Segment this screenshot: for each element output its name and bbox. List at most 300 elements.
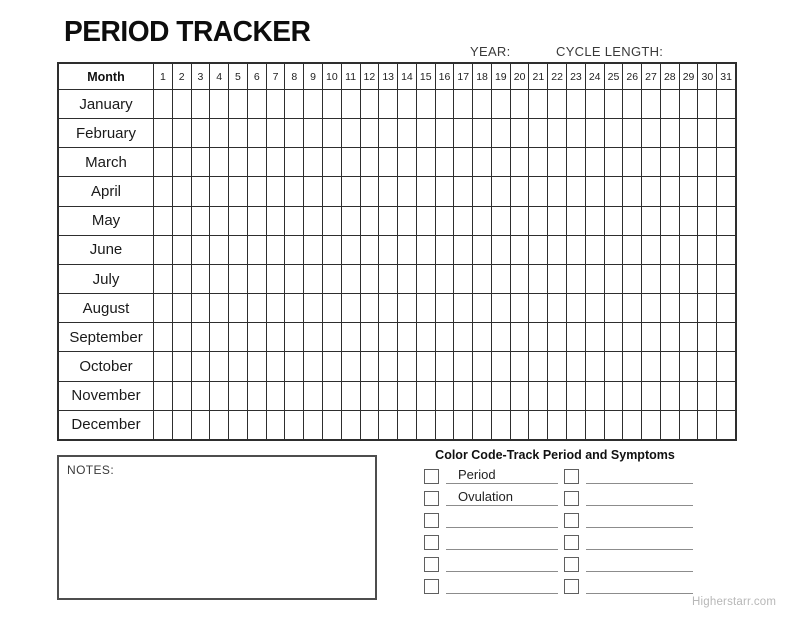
day-cell-november-18[interactable] [473, 382, 491, 410]
day-cell-march-28[interactable] [661, 148, 679, 176]
day-cell-november-7[interactable] [267, 382, 285, 410]
day-cell-october-31[interactable] [717, 352, 735, 380]
day-cell-may-5[interactable] [229, 207, 247, 235]
day-cell-november-27[interactable] [642, 382, 660, 410]
day-cell-july-11[interactable] [342, 265, 360, 293]
day-cell-october-27[interactable] [642, 352, 660, 380]
day-cell-june-23[interactable] [567, 236, 585, 264]
day-cell-january-6[interactable] [248, 90, 266, 118]
day-cell-march-31[interactable] [717, 148, 735, 176]
day-cell-september-9[interactable] [304, 323, 322, 351]
day-cell-july-3[interactable] [192, 265, 210, 293]
day-cell-april-4[interactable] [210, 177, 228, 205]
day-cell-september-12[interactable] [361, 323, 379, 351]
day-cell-march-3[interactable] [192, 148, 210, 176]
day-cell-january-26[interactable] [623, 90, 641, 118]
day-cell-february-1[interactable] [154, 119, 172, 147]
day-cell-october-12[interactable] [361, 352, 379, 380]
day-cell-october-11[interactable] [342, 352, 360, 380]
day-cell-december-21[interactable] [529, 411, 547, 439]
day-cell-january-9[interactable] [304, 90, 322, 118]
day-cell-march-12[interactable] [361, 148, 379, 176]
day-cell-june-5[interactable] [229, 236, 247, 264]
day-cell-april-30[interactable] [698, 177, 716, 205]
day-cell-march-25[interactable] [605, 148, 623, 176]
day-cell-november-20[interactable] [511, 382, 529, 410]
day-cell-february-20[interactable] [511, 119, 529, 147]
day-cell-march-2[interactable] [173, 148, 191, 176]
day-cell-december-20[interactable] [511, 411, 529, 439]
day-cell-september-21[interactable] [529, 323, 547, 351]
day-cell-september-17[interactable] [454, 323, 472, 351]
day-cell-march-13[interactable] [379, 148, 397, 176]
day-cell-july-27[interactable] [642, 265, 660, 293]
day-cell-december-9[interactable] [304, 411, 322, 439]
day-cell-october-1[interactable] [154, 352, 172, 380]
day-cell-july-8[interactable] [285, 265, 303, 293]
day-cell-january-22[interactable] [548, 90, 566, 118]
day-cell-february-31[interactable] [717, 119, 735, 147]
day-cell-april-6[interactable] [248, 177, 266, 205]
color-swatch-checkbox[interactable] [424, 579, 439, 594]
color-swatch-checkbox[interactable] [424, 535, 439, 550]
day-cell-october-13[interactable] [379, 352, 397, 380]
color-swatch-checkbox[interactable] [424, 469, 439, 484]
day-cell-october-6[interactable] [248, 352, 266, 380]
day-cell-june-12[interactable] [361, 236, 379, 264]
day-cell-august-2[interactable] [173, 294, 191, 322]
day-cell-june-2[interactable] [173, 236, 191, 264]
day-cell-august-17[interactable] [454, 294, 472, 322]
day-cell-december-13[interactable] [379, 411, 397, 439]
day-cell-january-25[interactable] [605, 90, 623, 118]
day-cell-february-25[interactable] [605, 119, 623, 147]
day-cell-september-29[interactable] [680, 323, 698, 351]
day-cell-january-21[interactable] [529, 90, 547, 118]
day-cell-september-30[interactable] [698, 323, 716, 351]
day-cell-may-7[interactable] [267, 207, 285, 235]
day-cell-october-4[interactable] [210, 352, 228, 380]
day-cell-may-17[interactable] [454, 207, 472, 235]
day-cell-december-7[interactable] [267, 411, 285, 439]
day-cell-july-6[interactable] [248, 265, 266, 293]
day-cell-august-31[interactable] [717, 294, 735, 322]
day-cell-december-16[interactable] [436, 411, 454, 439]
day-cell-january-31[interactable] [717, 90, 735, 118]
day-cell-december-5[interactable] [229, 411, 247, 439]
day-cell-december-18[interactable] [473, 411, 491, 439]
day-cell-december-2[interactable] [173, 411, 191, 439]
day-cell-april-27[interactable] [642, 177, 660, 205]
day-cell-january-28[interactable] [661, 90, 679, 118]
day-cell-august-19[interactable] [492, 294, 510, 322]
day-cell-january-29[interactable] [680, 90, 698, 118]
day-cell-august-26[interactable] [623, 294, 641, 322]
day-cell-june-3[interactable] [192, 236, 210, 264]
day-cell-october-5[interactable] [229, 352, 247, 380]
day-cell-august-22[interactable] [548, 294, 566, 322]
day-cell-june-24[interactable] [586, 236, 604, 264]
day-cell-may-20[interactable] [511, 207, 529, 235]
day-cell-february-21[interactable] [529, 119, 547, 147]
day-cell-november-13[interactable] [379, 382, 397, 410]
day-cell-october-26[interactable] [623, 352, 641, 380]
day-cell-october-17[interactable] [454, 352, 472, 380]
day-cell-january-20[interactable] [511, 90, 529, 118]
day-cell-october-25[interactable] [605, 352, 623, 380]
day-cell-december-17[interactable] [454, 411, 472, 439]
day-cell-june-21[interactable] [529, 236, 547, 264]
day-cell-may-16[interactable] [436, 207, 454, 235]
day-cell-october-16[interactable] [436, 352, 454, 380]
day-cell-october-15[interactable] [417, 352, 435, 380]
day-cell-november-23[interactable] [567, 382, 585, 410]
color-swatch-checkbox[interactable] [424, 513, 439, 528]
day-cell-october-30[interactable] [698, 352, 716, 380]
day-cell-june-11[interactable] [342, 236, 360, 264]
day-cell-december-19[interactable] [492, 411, 510, 439]
day-cell-september-14[interactable] [398, 323, 416, 351]
day-cell-december-6[interactable] [248, 411, 266, 439]
day-cell-july-30[interactable] [698, 265, 716, 293]
day-cell-november-26[interactable] [623, 382, 641, 410]
day-cell-november-31[interactable] [717, 382, 735, 410]
day-cell-march-22[interactable] [548, 148, 566, 176]
day-cell-june-31[interactable] [717, 236, 735, 264]
day-cell-march-7[interactable] [267, 148, 285, 176]
day-cell-february-10[interactable] [323, 119, 341, 147]
day-cell-may-8[interactable] [285, 207, 303, 235]
day-cell-may-29[interactable] [680, 207, 698, 235]
day-cell-january-24[interactable] [586, 90, 604, 118]
color-swatch-checkbox[interactable] [564, 579, 579, 594]
day-cell-august-23[interactable] [567, 294, 585, 322]
day-cell-october-20[interactable] [511, 352, 529, 380]
day-cell-january-18[interactable] [473, 90, 491, 118]
day-cell-july-7[interactable] [267, 265, 285, 293]
day-cell-april-22[interactable] [548, 177, 566, 205]
day-cell-june-30[interactable] [698, 236, 716, 264]
symptom-entry-line[interactable] [586, 512, 693, 528]
day-cell-february-22[interactable] [548, 119, 566, 147]
day-cell-february-29[interactable] [680, 119, 698, 147]
day-cell-september-11[interactable] [342, 323, 360, 351]
day-cell-april-19[interactable] [492, 177, 510, 205]
day-cell-january-8[interactable] [285, 90, 303, 118]
day-cell-june-27[interactable] [642, 236, 660, 264]
day-cell-may-30[interactable] [698, 207, 716, 235]
day-cell-september-22[interactable] [548, 323, 566, 351]
day-cell-august-25[interactable] [605, 294, 623, 322]
day-cell-april-11[interactable] [342, 177, 360, 205]
day-cell-march-20[interactable] [511, 148, 529, 176]
day-cell-march-18[interactable] [473, 148, 491, 176]
day-cell-march-29[interactable] [680, 148, 698, 176]
day-cell-february-7[interactable] [267, 119, 285, 147]
color-swatch-checkbox[interactable] [424, 557, 439, 572]
day-cell-october-19[interactable] [492, 352, 510, 380]
day-cell-september-24[interactable] [586, 323, 604, 351]
day-cell-june-28[interactable] [661, 236, 679, 264]
day-cell-may-15[interactable] [417, 207, 435, 235]
day-cell-august-5[interactable] [229, 294, 247, 322]
color-swatch-checkbox[interactable] [424, 491, 439, 506]
day-cell-december-12[interactable] [361, 411, 379, 439]
day-cell-december-23[interactable] [567, 411, 585, 439]
day-cell-december-8[interactable] [285, 411, 303, 439]
day-cell-july-28[interactable] [661, 265, 679, 293]
day-cell-july-10[interactable] [323, 265, 341, 293]
day-cell-december-22[interactable] [548, 411, 566, 439]
day-cell-may-24[interactable] [586, 207, 604, 235]
day-cell-september-19[interactable] [492, 323, 510, 351]
day-cell-august-6[interactable] [248, 294, 266, 322]
day-cell-may-25[interactable] [605, 207, 623, 235]
day-cell-october-23[interactable] [567, 352, 585, 380]
day-cell-april-15[interactable] [417, 177, 435, 205]
day-cell-june-19[interactable] [492, 236, 510, 264]
day-cell-february-26[interactable] [623, 119, 641, 147]
day-cell-june-14[interactable] [398, 236, 416, 264]
day-cell-august-15[interactable] [417, 294, 435, 322]
symptom-entry-line[interactable] [586, 534, 693, 550]
day-cell-october-3[interactable] [192, 352, 210, 380]
day-cell-december-1[interactable] [154, 411, 172, 439]
day-cell-may-1[interactable] [154, 207, 172, 235]
day-cell-january-7[interactable] [267, 90, 285, 118]
day-cell-february-11[interactable] [342, 119, 360, 147]
day-cell-january-4[interactable] [210, 90, 228, 118]
day-cell-march-10[interactable] [323, 148, 341, 176]
day-cell-february-28[interactable] [661, 119, 679, 147]
symptom-entry-line[interactable] [446, 490, 558, 506]
day-cell-november-6[interactable] [248, 382, 266, 410]
day-cell-november-22[interactable] [548, 382, 566, 410]
day-cell-january-3[interactable] [192, 90, 210, 118]
day-cell-october-24[interactable] [586, 352, 604, 380]
day-cell-april-18[interactable] [473, 177, 491, 205]
day-cell-january-15[interactable] [417, 90, 435, 118]
day-cell-april-13[interactable] [379, 177, 397, 205]
day-cell-april-8[interactable] [285, 177, 303, 205]
day-cell-may-22[interactable] [548, 207, 566, 235]
day-cell-june-10[interactable] [323, 236, 341, 264]
day-cell-december-28[interactable] [661, 411, 679, 439]
day-cell-august-11[interactable] [342, 294, 360, 322]
day-cell-june-25[interactable] [605, 236, 623, 264]
day-cell-july-22[interactable] [548, 265, 566, 293]
day-cell-november-17[interactable] [454, 382, 472, 410]
day-cell-may-3[interactable] [192, 207, 210, 235]
day-cell-december-15[interactable] [417, 411, 435, 439]
day-cell-february-13[interactable] [379, 119, 397, 147]
day-cell-april-24[interactable] [586, 177, 604, 205]
day-cell-july-14[interactable] [398, 265, 416, 293]
day-cell-july-24[interactable] [586, 265, 604, 293]
day-cell-april-26[interactable] [623, 177, 641, 205]
day-cell-december-11[interactable] [342, 411, 360, 439]
day-cell-august-7[interactable] [267, 294, 285, 322]
day-cell-january-5[interactable] [229, 90, 247, 118]
day-cell-may-4[interactable] [210, 207, 228, 235]
day-cell-february-5[interactable] [229, 119, 247, 147]
day-cell-august-14[interactable] [398, 294, 416, 322]
day-cell-june-7[interactable] [267, 236, 285, 264]
day-cell-january-13[interactable] [379, 90, 397, 118]
day-cell-january-1[interactable] [154, 90, 172, 118]
day-cell-october-29[interactable] [680, 352, 698, 380]
color-swatch-checkbox[interactable] [564, 557, 579, 572]
day-cell-january-2[interactable] [173, 90, 191, 118]
day-cell-november-24[interactable] [586, 382, 604, 410]
day-cell-march-1[interactable] [154, 148, 172, 176]
day-cell-september-7[interactable] [267, 323, 285, 351]
day-cell-november-9[interactable] [304, 382, 322, 410]
day-cell-august-8[interactable] [285, 294, 303, 322]
day-cell-september-2[interactable] [173, 323, 191, 351]
day-cell-february-4[interactable] [210, 119, 228, 147]
day-cell-march-6[interactable] [248, 148, 266, 176]
day-cell-november-5[interactable] [229, 382, 247, 410]
symptom-entry-line[interactable] [446, 512, 558, 528]
day-cell-may-21[interactable] [529, 207, 547, 235]
day-cell-april-14[interactable] [398, 177, 416, 205]
day-cell-january-19[interactable] [492, 90, 510, 118]
day-cell-june-4[interactable] [210, 236, 228, 264]
day-cell-february-17[interactable] [454, 119, 472, 147]
day-cell-december-4[interactable] [210, 411, 228, 439]
day-cell-april-25[interactable] [605, 177, 623, 205]
day-cell-march-17[interactable] [454, 148, 472, 176]
day-cell-september-28[interactable] [661, 323, 679, 351]
day-cell-october-18[interactable] [473, 352, 491, 380]
day-cell-february-2[interactable] [173, 119, 191, 147]
day-cell-june-20[interactable] [511, 236, 529, 264]
day-cell-december-27[interactable] [642, 411, 660, 439]
day-cell-may-11[interactable] [342, 207, 360, 235]
day-cell-march-5[interactable] [229, 148, 247, 176]
day-cell-april-28[interactable] [661, 177, 679, 205]
day-cell-april-29[interactable] [680, 177, 698, 205]
day-cell-april-20[interactable] [511, 177, 529, 205]
day-cell-november-2[interactable] [173, 382, 191, 410]
day-cell-january-30[interactable] [698, 90, 716, 118]
day-cell-july-13[interactable] [379, 265, 397, 293]
day-cell-july-1[interactable] [154, 265, 172, 293]
day-cell-august-24[interactable] [586, 294, 604, 322]
day-cell-april-5[interactable] [229, 177, 247, 205]
day-cell-march-9[interactable] [304, 148, 322, 176]
day-cell-february-12[interactable] [361, 119, 379, 147]
day-cell-august-27[interactable] [642, 294, 660, 322]
day-cell-september-27[interactable] [642, 323, 660, 351]
symptom-entry-line[interactable] [446, 534, 558, 550]
day-cell-april-21[interactable] [529, 177, 547, 205]
day-cell-february-6[interactable] [248, 119, 266, 147]
day-cell-september-15[interactable] [417, 323, 435, 351]
day-cell-july-2[interactable] [173, 265, 191, 293]
day-cell-october-28[interactable] [661, 352, 679, 380]
day-cell-march-4[interactable] [210, 148, 228, 176]
day-cell-february-9[interactable] [304, 119, 322, 147]
day-cell-may-6[interactable] [248, 207, 266, 235]
day-cell-april-2[interactable] [173, 177, 191, 205]
day-cell-may-10[interactable] [323, 207, 341, 235]
symptom-entry-line[interactable] [586, 578, 693, 594]
day-cell-may-31[interactable] [717, 207, 735, 235]
day-cell-december-31[interactable] [717, 411, 735, 439]
day-cell-july-16[interactable] [436, 265, 454, 293]
day-cell-may-9[interactable] [304, 207, 322, 235]
day-cell-june-9[interactable] [304, 236, 322, 264]
day-cell-june-17[interactable] [454, 236, 472, 264]
day-cell-may-18[interactable] [473, 207, 491, 235]
day-cell-april-1[interactable] [154, 177, 172, 205]
day-cell-may-28[interactable] [661, 207, 679, 235]
day-cell-august-28[interactable] [661, 294, 679, 322]
day-cell-march-11[interactable] [342, 148, 360, 176]
day-cell-february-16[interactable] [436, 119, 454, 147]
day-cell-november-1[interactable] [154, 382, 172, 410]
day-cell-september-6[interactable] [248, 323, 266, 351]
day-cell-august-10[interactable] [323, 294, 341, 322]
day-cell-march-30[interactable] [698, 148, 716, 176]
day-cell-july-31[interactable] [717, 265, 735, 293]
symptom-entry-line[interactable] [586, 556, 693, 572]
day-cell-september-13[interactable] [379, 323, 397, 351]
day-cell-december-30[interactable] [698, 411, 716, 439]
day-cell-august-1[interactable] [154, 294, 172, 322]
day-cell-november-10[interactable] [323, 382, 341, 410]
day-cell-july-20[interactable] [511, 265, 529, 293]
day-cell-april-12[interactable] [361, 177, 379, 205]
day-cell-june-8[interactable] [285, 236, 303, 264]
day-cell-august-21[interactable] [529, 294, 547, 322]
color-swatch-checkbox[interactable] [564, 535, 579, 550]
day-cell-february-30[interactable] [698, 119, 716, 147]
day-cell-october-22[interactable] [548, 352, 566, 380]
day-cell-april-7[interactable] [267, 177, 285, 205]
symptom-entry-line[interactable] [446, 468, 558, 484]
day-cell-january-11[interactable] [342, 90, 360, 118]
day-cell-august-12[interactable] [361, 294, 379, 322]
day-cell-december-24[interactable] [586, 411, 604, 439]
symptom-entry-line[interactable] [586, 490, 693, 506]
day-cell-april-17[interactable] [454, 177, 472, 205]
day-cell-may-14[interactable] [398, 207, 416, 235]
day-cell-september-8[interactable] [285, 323, 303, 351]
day-cell-november-28[interactable] [661, 382, 679, 410]
day-cell-september-23[interactable] [567, 323, 585, 351]
day-cell-september-25[interactable] [605, 323, 623, 351]
day-cell-november-19[interactable] [492, 382, 510, 410]
day-cell-november-8[interactable] [285, 382, 303, 410]
day-cell-september-5[interactable] [229, 323, 247, 351]
day-cell-april-9[interactable] [304, 177, 322, 205]
day-cell-february-19[interactable] [492, 119, 510, 147]
day-cell-march-27[interactable] [642, 148, 660, 176]
day-cell-july-26[interactable] [623, 265, 641, 293]
day-cell-april-10[interactable] [323, 177, 341, 205]
day-cell-august-30[interactable] [698, 294, 716, 322]
day-cell-october-8[interactable] [285, 352, 303, 380]
day-cell-january-27[interactable] [642, 90, 660, 118]
symptom-entry-line[interactable] [446, 556, 558, 572]
day-cell-december-25[interactable] [605, 411, 623, 439]
day-cell-september-31[interactable] [717, 323, 735, 351]
day-cell-august-29[interactable] [680, 294, 698, 322]
day-cell-september-20[interactable] [511, 323, 529, 351]
